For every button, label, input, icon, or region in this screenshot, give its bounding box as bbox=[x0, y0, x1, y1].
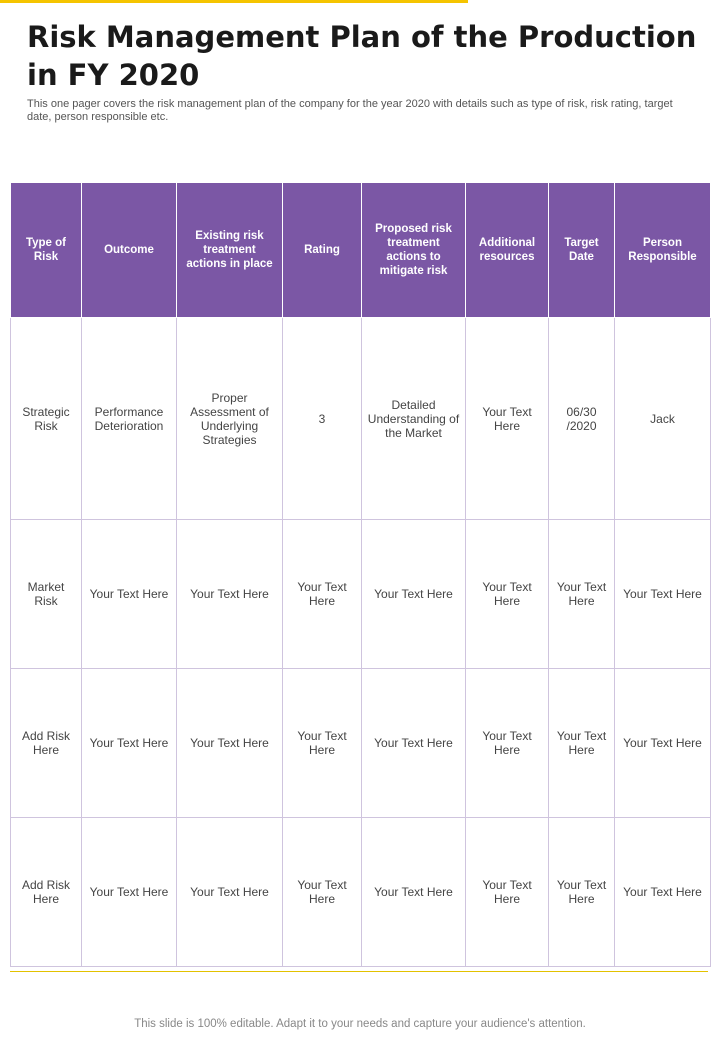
table-cell: Your Text Here bbox=[283, 520, 362, 669]
header-type-of-risk: Type of Risk bbox=[11, 183, 82, 318]
table-row bbox=[11, 318, 711, 520]
risk-table bbox=[10, 182, 711, 967]
table-row bbox=[11, 669, 711, 818]
page-title: Risk Management Plan of the Production in FY 2020 bbox=[27, 20, 697, 92]
table-cell: Your Text Here bbox=[283, 669, 362, 818]
table-cell: Jack bbox=[615, 318, 711, 520]
header-proposed-actions: Proposed risk treatment actions to mitigate risk bbox=[362, 183, 466, 318]
table-row bbox=[11, 818, 711, 967]
table-cell: Your Text Here bbox=[466, 818, 549, 967]
header-outcome: Outcome bbox=[82, 183, 177, 318]
table-cell: Performance Deterioration bbox=[82, 318, 177, 520]
header-additional-resources: Additional resources bbox=[466, 183, 549, 318]
table-cell: Your Text Here bbox=[177, 818, 283, 967]
table-cell: Your Text Here bbox=[177, 520, 283, 669]
table-cell: 06/30 /2020 bbox=[549, 318, 615, 520]
table-cell: Your Text Here bbox=[549, 520, 615, 669]
table-cell: Detailed Understanding of the Market bbox=[362, 318, 466, 520]
table-cell: Your Text Here bbox=[466, 520, 549, 669]
table-cell: Market Risk bbox=[11, 520, 82, 669]
table-cell: Your Text Here bbox=[362, 669, 466, 818]
footer-note: This slide is 100% editable. Adapt it to your needs and capture your audience's attention. bbox=[134, 1018, 586, 1030]
table-cell: Add Risk Here bbox=[11, 669, 82, 818]
table-cell: Your Text Here bbox=[615, 818, 711, 967]
page-subtitle: This one pager covers the risk management plan of the company for the year 2020 with details such as type of risk, risk rating, target date, person responsible etc. bbox=[27, 98, 673, 123]
table-cell: Your Text Here bbox=[549, 669, 615, 818]
table-cell: Your Text Here bbox=[82, 520, 177, 669]
table-cell: Your Text Here bbox=[466, 669, 549, 818]
table-cell: Your Text Here bbox=[362, 818, 466, 967]
table-cell: Your Text Here bbox=[466, 318, 549, 520]
bottom-divider bbox=[10, 971, 708, 972]
header-target-date: Target Date bbox=[549, 183, 615, 318]
table-cell: Your Text Here bbox=[283, 818, 362, 967]
table-cell: Your Text Here bbox=[177, 669, 283, 818]
table-cell: Add Risk Here bbox=[11, 818, 82, 967]
top-accent-bar bbox=[0, 0, 468, 3]
table-cell: Your Text Here bbox=[549, 818, 615, 967]
header-rating: Rating bbox=[283, 183, 362, 318]
table-row bbox=[11, 520, 711, 669]
header-existing-actions: Existing risk treatment actions in place bbox=[177, 183, 283, 318]
table-cell: Strategic Risk bbox=[11, 318, 82, 520]
header-person-responsible: Person Responsible bbox=[615, 183, 711, 318]
table-cell: Proper Assessment of Underlying Strategies bbox=[177, 318, 283, 520]
table-cell: Your Text Here bbox=[82, 818, 177, 967]
table-cell: Your Text Here bbox=[362, 520, 466, 669]
table-cell: Your Text Here bbox=[615, 669, 711, 818]
table-cell: 3 bbox=[283, 318, 362, 520]
table-header-row bbox=[11, 183, 711, 318]
table-cell: Your Text Here bbox=[82, 669, 177, 818]
table-cell: Your Text Here bbox=[615, 520, 711, 669]
